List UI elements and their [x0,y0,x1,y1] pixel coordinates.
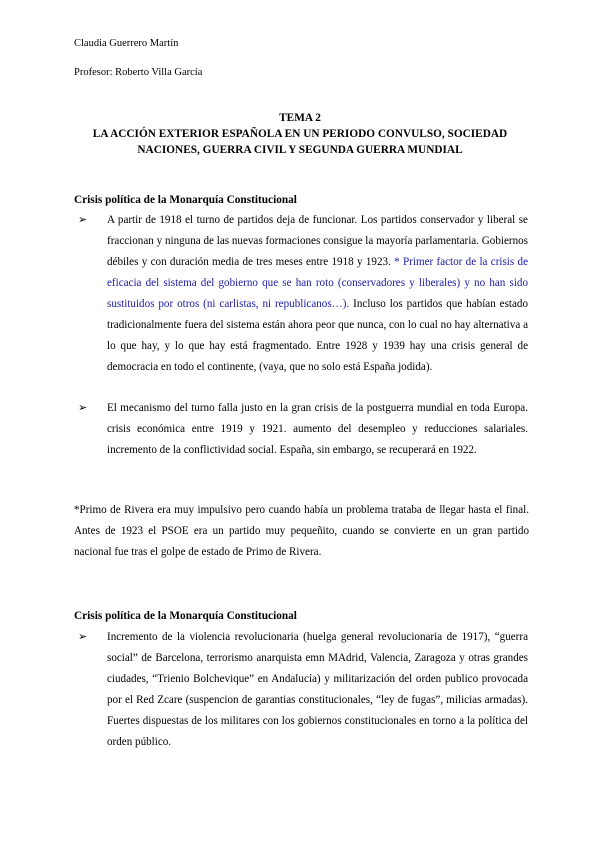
document-title [60,110,540,158]
list-item-text: El mecanismo del turno falla justo en la gran crisis de la postguerra mundial en toda Europa. crisis económica entre 1919 y 1921. aumento del desempleo y reducciones salariales. incremento de la conflictividad social. España, sin embargo, se recuperará en 1922. [107,402,528,456]
title-line-main-1: LA ACCIÓN EXTERIOR ESPAÑOLA EN UN PERIODO CONVULSO, SOCIEDAD [92,128,508,140]
section-title: Crisis política de la Monarquía Constitucional [74,610,297,622]
list-item-text [107,210,528,378]
text-run: A partir de 1918 el turno de partidos deja de funcionar. Los partidos conservador y liberal se fraccionan y ninguna de las nuevas formaciones consigue la mayoría parlamentaria. Gobiernos débiles y con duración media de tres meses entre 1918 y 1923. [107,214,528,268]
text-run: Incluso los partidos que habían estado tradicionalmente fuera del sistema están ahora peor que nunca, con lo cual no hay alternativa a lo que hay, y lo que hay está fragmentado. Entre 1928 y 1939 hay una crisis general de democracia en todo el continente, (vaya, que no solo está España jodida). [107,298,529,373]
list-item [78,398,528,461]
title-line-main-2: NACIONES, GUERRA CIVIL Y SEGUNDA GUERRA MUNDIAL [137,144,463,156]
title-line-topic: TEMA 2 [279,112,321,124]
professor-name: Profesor: Roberto Villa García [74,67,203,78]
arrow-bullet-icon: ➢ [78,214,88,226]
list-item [78,210,528,378]
list-item [78,627,528,753]
author-name: Claudia Guerrero Martín [74,38,179,49]
arrow-bullet-icon: ➢ [78,631,88,643]
footnote-paragraph: *Primo de Rivera era muy impulsivo pero cuando había un problema trataba de llegar hasta el final. Antes de 1923 el PSOE era un partido muy pequeñito, cuando se convierte en un gran partido nacional fue tras el golpe de estado de Primo de Rivera. [74,504,529,558]
arrow-bullet-icon: ➢ [78,402,88,414]
list-item-text: Incremento de la violencia revolucionaria (huelga general revolucionaria de 1917), “guerra social” de Barcelona, terrorismo anarquista emn MAdrid, Valencia, Zaragoza y otras grandes ciudades, “Trienio Bolchevique” en Andalucía) y militarización del orden publico provocada por el Red Zcare (suspencion de garantias constitucionales, “ley de fugas”, milicias armadas). Fuertes dispuestas de los militares con los gobiernos constitucionales en torno a la política del orden público. [107,631,528,748]
section-title: Crisis política de la Monarquía Constitucional [74,194,297,206]
highlighted-note: * Primer factor de la crisis de eficacia del sistema del gobierno que se han roto (conservadores y liberales) y no han sido sustituidos por otros (ni carlistas, ni republicanos…). [107,256,528,310]
